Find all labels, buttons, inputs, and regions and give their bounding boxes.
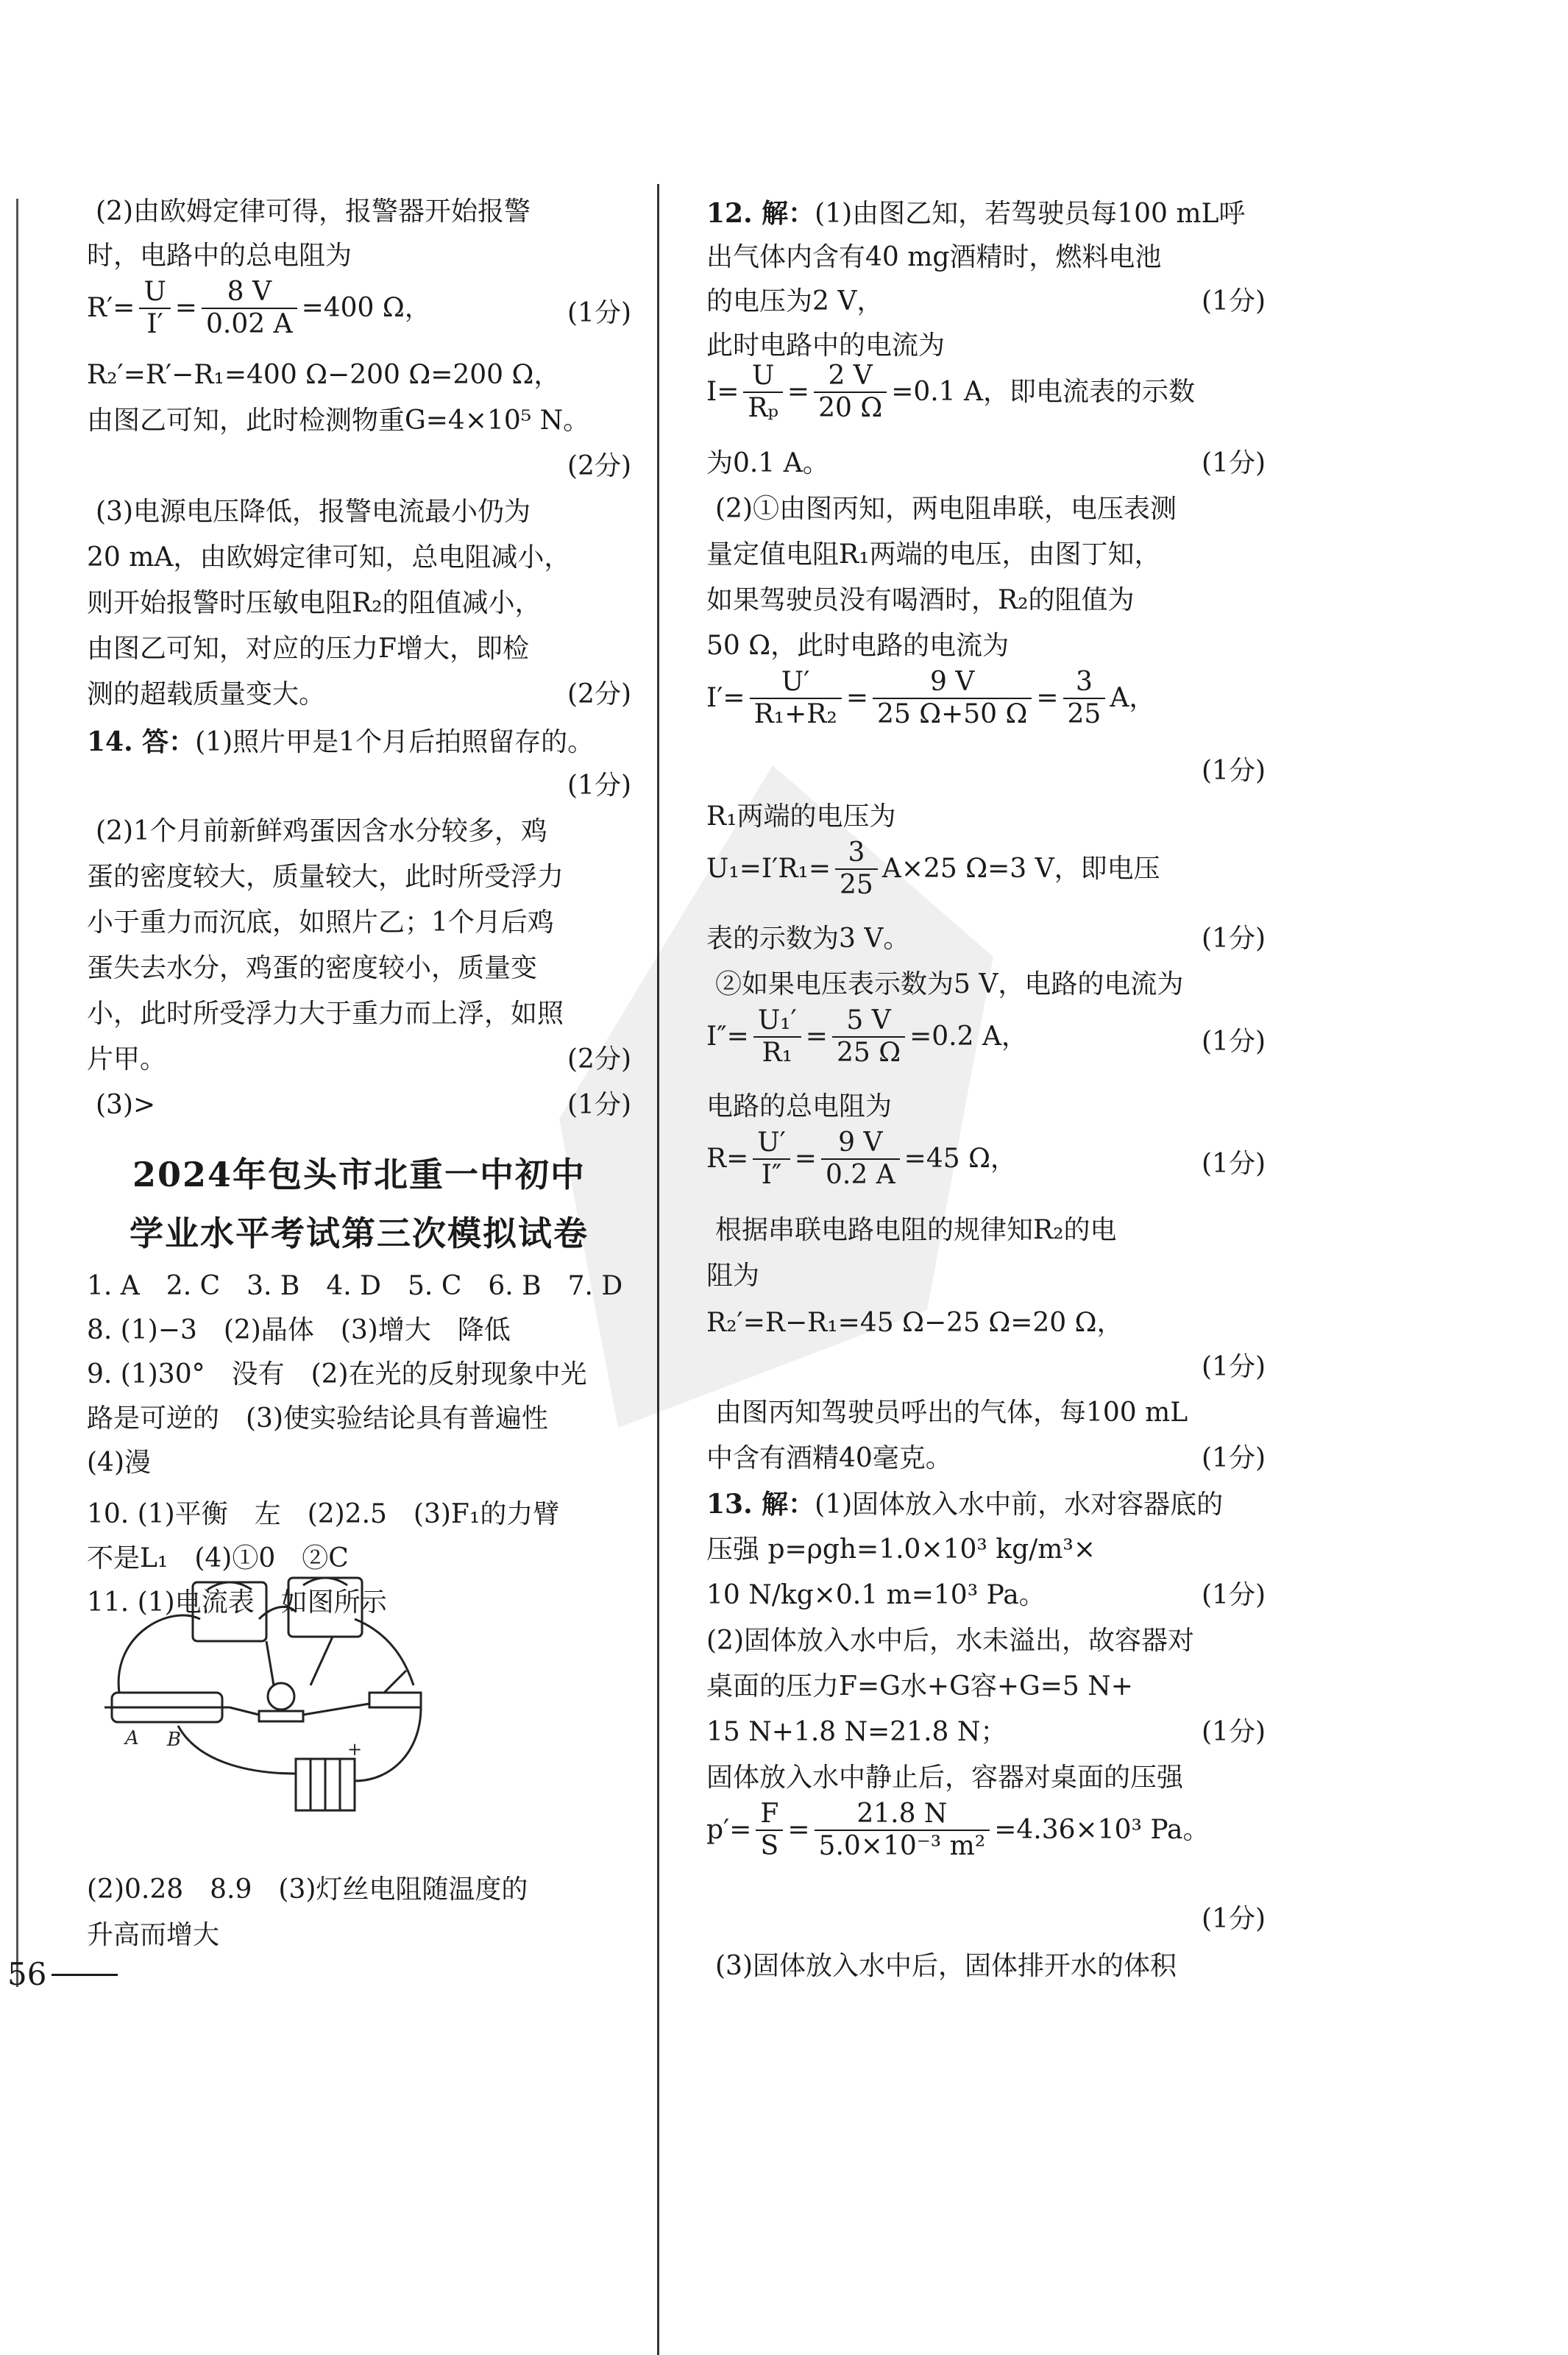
text-line: 15 N+1.8 N=21.8 N；: [706, 1717, 1007, 1747]
text-line: 表的示数为3 V。: [706, 924, 910, 954]
fraction: [873, 668, 1032, 729]
denominator: 25 Ω: [836, 1037, 901, 1068]
answer-line: 升高而增大: [87, 1920, 220, 1950]
answer-line: 8. (1)−3 (2)晶体 (3)增大 降低: [87, 1315, 511, 1345]
question-number: 13. 解：: [706, 1489, 815, 1520]
answer-line: 9. (1)30° 没有 (2)在光的反射现象中光: [87, 1359, 587, 1389]
lamp-icon: [268, 1683, 294, 1710]
fraction: [750, 668, 842, 729]
denominator: 5.0×10⁻³ m²: [818, 1830, 986, 1861]
formula-part: U₁=I′R₁=: [706, 853, 831, 884]
numerator: 5 V: [832, 1007, 905, 1038]
text-line: 则开始报警时压敏电阻R₂的阻值减小，: [87, 588, 542, 618]
numerator: U′: [753, 1129, 790, 1160]
fraction: [832, 1007, 905, 1067]
circuit-diagram: [97, 1575, 450, 1825]
denominator: 0.2 A: [825, 1159, 895, 1190]
numerator: U′: [750, 668, 842, 699]
fraction: [202, 278, 297, 339]
fraction: [753, 1007, 801, 1067]
text-line: 由图乙可知，此时检测物重G=4×10⁵ N。: [87, 406, 590, 436]
formula-part: =400 Ω，: [301, 292, 431, 323]
numerator: 3: [835, 839, 878, 870]
page-number: 56: [7, 1956, 47, 1992]
formula-part: =: [787, 1814, 810, 1845]
formula-part: =0.2 A，: [909, 1021, 1028, 1052]
text-line: (2)①由图丙知，两电阻串联，电压表测: [715, 494, 1177, 524]
denominator: 25: [1067, 698, 1101, 729]
text-line: 小，此时所受浮力大于重力而上浮，如照: [87, 999, 564, 1029]
text-line: 固体放入水中静止后，容器对桌面的压强: [706, 1763, 1184, 1793]
denominator: S: [760, 1830, 779, 1861]
denominator: R₁: [762, 1037, 793, 1068]
text-line: (3)电源电压降低，报警电流最小仍为: [96, 497, 531, 527]
text-line: 由图丙知驾驶员呼出的气体，每100 mL: [715, 1398, 1188, 1428]
score-mark: (1分): [1202, 1717, 1266, 1747]
text-line: (2)1个月前新鲜鸡蛋因含水分较多，鸡: [96, 816, 547, 846]
score-mark: (1分): [1202, 1149, 1266, 1179]
answer-line: (2)0.28 8.9 (3)灯丝电阻随温度的: [87, 1874, 528, 1905]
answer-line: 路是可逆的 (3)使实验结论具有普遍性: [87, 1403, 548, 1434]
numerator: U: [139, 278, 170, 309]
text-line: (2)由欧姆定律可得，报警器开始报警: [96, 196, 531, 227]
formula-part: R′=: [87, 292, 135, 323]
formula-pressure: [706, 1800, 1209, 1860]
formula-current: [706, 362, 1195, 422]
text-line: 为0.1 A。: [706, 448, 829, 478]
formula-part: =: [845, 682, 868, 713]
fraction: [753, 1129, 790, 1189]
score-mark: (1分): [1202, 924, 1266, 954]
score-mark: (1分): [567, 771, 631, 801]
score-mark: (1分): [1202, 1352, 1266, 1382]
formula-part: A，: [1110, 682, 1156, 713]
fraction: [743, 362, 783, 422]
section-title-line-1: 2024年包头市北重一中初中: [132, 1155, 586, 1194]
formula-part: =: [805, 1021, 828, 1052]
numerator: 9 V: [821, 1129, 900, 1160]
formula-part: I′=: [706, 682, 745, 713]
answer-text: (1)固体放入水中前，水对容器底的: [815, 1490, 1224, 1520]
score-mark: (1分): [1202, 756, 1266, 786]
formula-part: I″=: [706, 1021, 749, 1052]
formula-total-resistance: [706, 1129, 1017, 1189]
text-line: 根据串联电路电阻的规律知R₂的电: [715, 1215, 1117, 1245]
fraction: [814, 362, 887, 422]
ammeter-icon: [193, 1582, 266, 1641]
numerator: U₁′: [753, 1007, 801, 1038]
formula-part: =0.1 A，即电流表的示数: [891, 376, 1196, 407]
numerator: 3: [1063, 668, 1106, 699]
formula-part: =: [174, 292, 197, 323]
answer-line: 11. (1)电流表 如图所示: [87, 1587, 387, 1618]
score-mark: (1分): [567, 298, 631, 328]
question-number: 12. 解：: [706, 198, 815, 229]
text-line: 阻为: [706, 1261, 760, 1291]
denominator: I′: [146, 308, 163, 339]
denominator: 25 Ω+50 Ω: [876, 698, 1028, 729]
answer-text: (1)照片甲是1个月后拍照留存的。: [195, 727, 595, 757]
denominator: 25: [840, 869, 873, 900]
fraction: [756, 1800, 783, 1860]
formula-part: A×25 Ω=3 V，即电压: [881, 853, 1160, 884]
numerator: U: [743, 362, 783, 393]
text-line: 量定值电阻R₁两端的电压，由图丁知，: [706, 539, 1161, 570]
text-line: (2)固体放入水中后，水未溢出，故容器对: [706, 1626, 1194, 1656]
score-mark: (1分): [1202, 1443, 1266, 1473]
voltmeter-icon: [288, 1578, 362, 1637]
answer-line: 不是L₁ (4)①0 ②C: [87, 1543, 349, 1573]
formula-part: I=: [706, 376, 739, 407]
answer-line: 10. (1)平衡 左 (2)2.5 (3)F₁的力臂: [87, 1499, 560, 1529]
formula-current-double-prime: [706, 1007, 1028, 1067]
text-line: 蛋的密度较大，质量较大，此时所受浮力: [87, 862, 564, 892]
answer-line: 1. A 2. C 3. B 4. D 5. C 6. B 7. D: [87, 1271, 623, 1301]
text-line: (3)>: [96, 1090, 156, 1120]
formula-part: p′=: [706, 1814, 752, 1845]
q12-line: [706, 200, 1245, 227]
text-line: 20 mA，由欧姆定律可知，总电阻减小，: [87, 542, 571, 573]
text-line: 电路的总电阻为: [706, 1091, 893, 1122]
text-line: 此时电路中的电流为: [706, 330, 946, 361]
formula-part: =: [794, 1143, 817, 1174]
denominator: 20 Ω: [818, 392, 883, 423]
q13-line: [706, 1491, 1223, 1518]
switch-icon: [369, 1693, 421, 1707]
circuit-label-plus: +: [347, 1739, 363, 1760]
score-mark: (1分): [1202, 448, 1266, 478]
text-line: 由图乙可知，对应的压力F增大，即检: [87, 634, 529, 664]
denominator: Rₚ: [748, 392, 778, 423]
question-number: 14. 答：: [87, 726, 196, 757]
formula-part: R=: [706, 1143, 749, 1174]
score-mark: (2分): [567, 1044, 631, 1074]
text-line: 测的超载质量变大。: [87, 679, 326, 709]
text-line: 时，电路中的总电阻为: [87, 241, 352, 271]
text-line: R₁两端的电压为: [706, 801, 896, 832]
text-line: 小于重力而沉底，如照片乙；1个月后鸡: [87, 907, 554, 938]
text-line: R₂′=R′−R₁=400 Ω−200 Ω=200 Ω，: [87, 360, 561, 390]
fraction: [835, 839, 878, 899]
section-title-line-2: 学业水平考试第三次模拟试卷: [130, 1214, 589, 1253]
numerator: 2 V: [814, 362, 887, 393]
text-line: 的电压为2 V，: [706, 286, 884, 316]
score-mark: (1分): [1202, 286, 1266, 316]
fraction: [821, 1129, 900, 1189]
formula-part: =: [787, 376, 810, 407]
answer-line: (4)漫: [87, 1448, 151, 1478]
page-spine-line: [16, 199, 18, 1987]
page-number-rule: [52, 1974, 118, 1976]
formula-part: =45 Ω，: [904, 1143, 1017, 1174]
numerator: 21.8 N: [815, 1800, 990, 1831]
text-line: (3)固体放入水中后，固体排开水的体积: [715, 1951, 1177, 1981]
text-line: 10 N/kg×0.1 m=10³ Pa。: [706, 1580, 1046, 1610]
denominator: 0.02 A: [205, 308, 293, 339]
text-line: 片甲。: [87, 1044, 167, 1074]
denominator: I″: [761, 1159, 782, 1190]
q14-line: [87, 726, 595, 757]
score-mark: (1分): [1202, 1580, 1266, 1610]
score-mark: (2分): [567, 679, 631, 709]
text-line: R₂′=R−R₁=45 Ω−25 Ω=20 Ω，: [706, 1308, 1124, 1338]
circuit-label-a: A: [125, 1727, 139, 1749]
text-line: 如果驾驶员没有喝酒时，R₂的阻值为: [706, 585, 1135, 615]
fraction: [139, 278, 170, 339]
formula-part: =4.36×10³ Pa。: [994, 1814, 1210, 1845]
formula-part: =: [1036, 682, 1059, 713]
text-line: 蛋失去水分，鸡蛋的密度较小，质量变: [87, 953, 538, 983]
score-mark: (1分): [1202, 1904, 1266, 1934]
denominator: R₁+R₂: [753, 698, 837, 729]
answer-text: (1)由图乙知，若驾驶员每100 mL呼: [815, 199, 1246, 229]
score-mark: (1分): [567, 1090, 631, 1120]
score-mark: (1分): [1202, 1027, 1266, 1057]
text-line: 桌面的压力F=G水+G容+G=5 N+: [706, 1671, 1133, 1701]
text-line: 出气体内含有40 mg酒精时，燃料电池: [706, 242, 1162, 272]
formula-current-prime: [706, 668, 1155, 729]
circuit-label-b: B: [167, 1729, 182, 1751]
score-mark: (2分): [567, 451, 631, 481]
numerator: 9 V: [873, 668, 1032, 699]
fraction: [815, 1800, 990, 1860]
numerator: F: [756, 1800, 783, 1831]
formula-r-prime: [87, 278, 431, 339]
text-line: 压强 p=ρgh=1.0×10³ kg/m³×: [706, 1534, 1096, 1565]
fraction: [1063, 668, 1106, 729]
numerator: 8 V: [202, 278, 297, 309]
text-line: ②如果电压表示数为5 V，电路的电流为: [715, 969, 1184, 999]
text-line: 50 Ω，此时电路的电流为: [706, 631, 1010, 661]
formula-voltage: [706, 839, 1160, 899]
text-line: 中含有酒精40毫克。: [706, 1443, 952, 1473]
